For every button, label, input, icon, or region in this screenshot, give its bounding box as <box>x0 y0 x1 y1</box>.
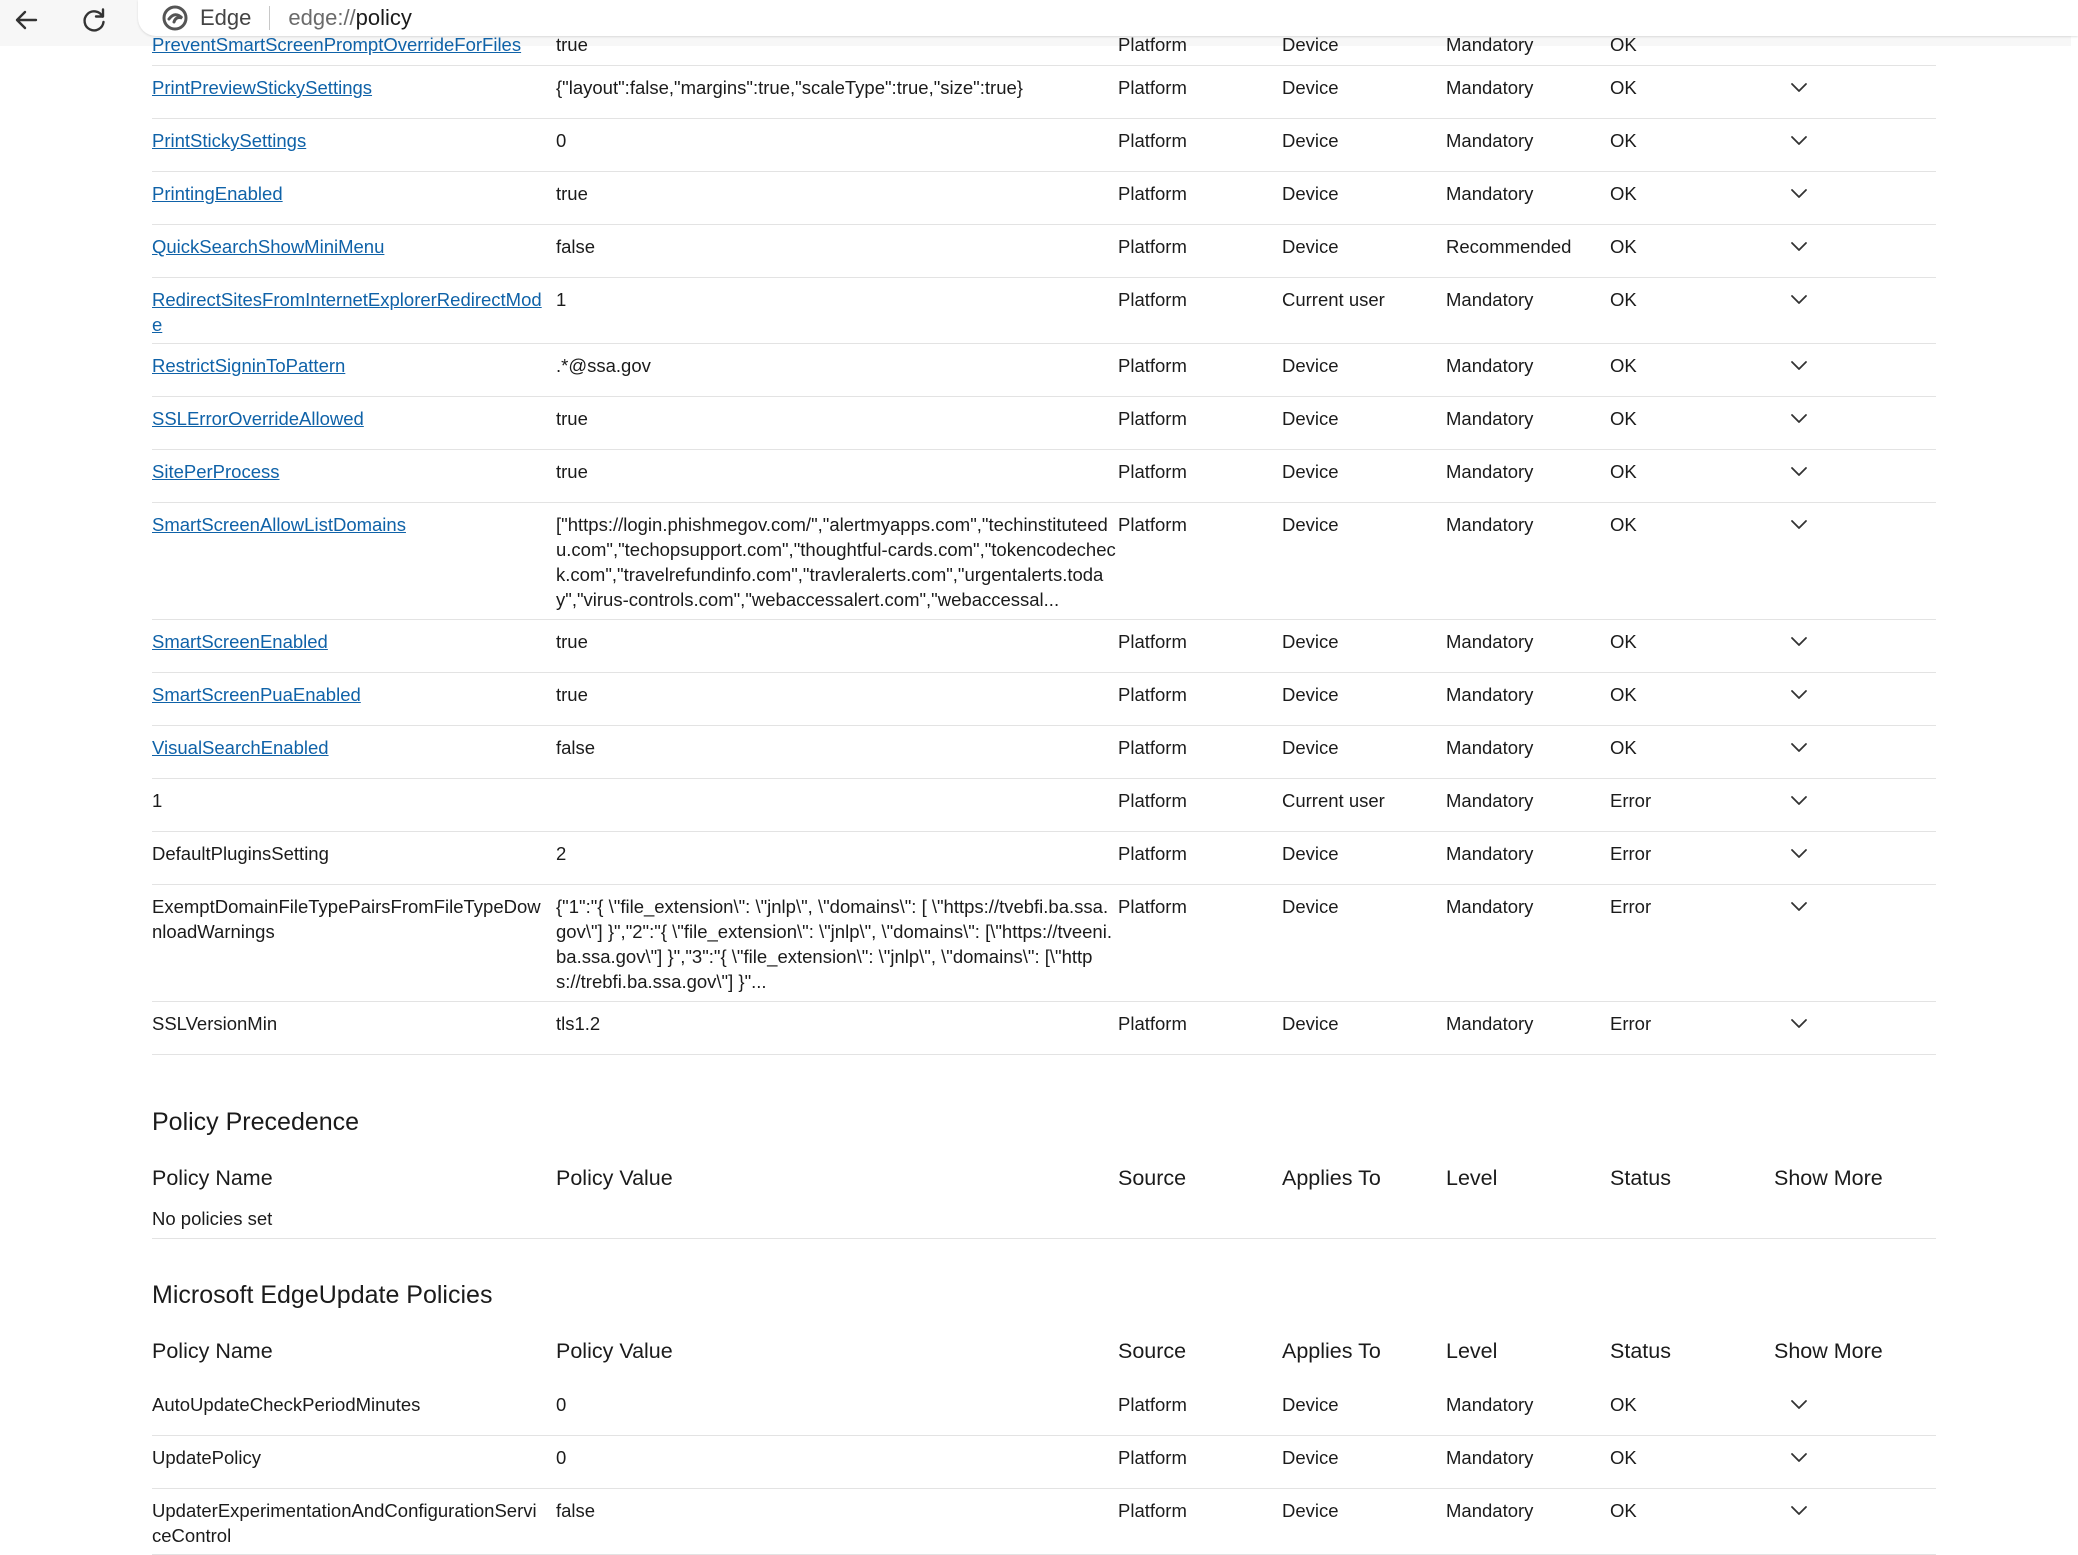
policy-name-cell <box>152 1498 544 1548</box>
policy-source: Platform <box>1118 130 1187 151</box>
policy-name-cell <box>152 512 544 537</box>
column-header: Status <box>1610 1339 1671 1363</box>
policy-name-cell <box>152 841 544 866</box>
show-more-button[interactable] <box>1784 232 1816 260</box>
policy-status: OK <box>1610 77 1637 98</box>
policy-name-link[interactable]: SmartScreenPuaEnabled <box>152 684 361 705</box>
policy-applies-to: Device <box>1282 355 1339 376</box>
column-header: Status <box>1610 1166 1671 1190</box>
policy-row <box>152 171 1936 225</box>
policy-level: Mandatory <box>1446 461 1534 482</box>
policy-name-cell <box>152 735 544 760</box>
policy-source: Platform <box>1118 183 1187 204</box>
url-scheme: edge:// <box>288 5 356 30</box>
policy-name-cell <box>152 629 544 654</box>
chevron-down-icon <box>1788 1446 1810 1468</box>
policy-row <box>152 884 1936 1002</box>
show-more-button[interactable] <box>1784 892 1816 920</box>
policy-level: Mandatory <box>1446 514 1534 535</box>
policy-value: true <box>556 34 588 55</box>
policy-name-link[interactable]: PreventSmartScreenPromptOverrideForFiles <box>152 34 522 55</box>
policy-source: Platform <box>1118 514 1187 535</box>
policy-status: OK <box>1610 514 1637 535</box>
policy-status: OK <box>1610 461 1637 482</box>
precedence-empty-row <box>152 1204 1936 1239</box>
policy-row <box>152 449 1936 503</box>
chevron-down-icon <box>1788 407 1810 429</box>
policy-status: OK <box>1610 684 1637 705</box>
show-more-button[interactable] <box>1784 510 1816 538</box>
show-more-button[interactable] <box>1784 179 1816 207</box>
chevron-down-icon <box>1788 288 1810 310</box>
policy-row <box>152 1001 1936 1055</box>
chevron-down-icon <box>1788 683 1810 705</box>
policy-row <box>152 831 1936 885</box>
policy-value: 1 <box>556 289 567 310</box>
column-header: Applies To <box>1282 1339 1381 1363</box>
chevron-down-icon <box>1788 895 1810 917</box>
policy-name-cell <box>152 287 544 337</box>
policy-status: OK <box>1610 130 1637 151</box>
column-header: Applies To <box>1282 1166 1381 1190</box>
policy-name-cell <box>152 353 544 378</box>
policy-applies-to: Current user <box>1282 790 1385 811</box>
policy-source: Platform <box>1118 461 1187 482</box>
precedence-empty-text: No policies set <box>152 1208 273 1229</box>
column-header: Source <box>1118 1339 1187 1363</box>
column-header: Policy Value <box>556 1339 673 1363</box>
policy-applies-to: Device <box>1282 236 1339 257</box>
policy-page <box>0 34 2071 1546</box>
show-more-button[interactable] <box>1784 733 1816 761</box>
show-more-button[interactable] <box>1784 839 1816 867</box>
policy-status: OK <box>1610 737 1637 758</box>
column-header: Level <box>1446 1339 1498 1363</box>
policy-name-link[interactable]: VisualSearchEnabled <box>152 737 329 758</box>
policy-status: Error <box>1610 896 1652 917</box>
policy-level: Recommended <box>1446 236 1572 257</box>
policy-name-cell <box>152 234 544 259</box>
policy-level: Mandatory <box>1446 737 1534 758</box>
policy-level: Mandatory <box>1446 1500 1534 1521</box>
policy-source: Platform <box>1118 843 1187 864</box>
policy-applies-to: Device <box>1282 1013 1339 1034</box>
policy-name: AutoUpdateCheckPeriodMinutes <box>152 1394 421 1415</box>
policy-level: Mandatory <box>1446 896 1534 917</box>
policy-source: Platform <box>1118 1447 1187 1468</box>
policy-name-link[interactable]: RedirectSitesFromInternetExplorerRedirectMode <box>152 289 542 335</box>
chevron-down-icon <box>1788 460 1810 482</box>
policy-row <box>152 277 1936 344</box>
policy-level: Mandatory <box>1446 408 1534 429</box>
site-identity: Edge <box>200 5 252 30</box>
policy-row <box>152 619 1936 673</box>
policy-name-link[interactable]: PrintPreviewStickySettings <box>152 77 373 98</box>
policy-applies-to: Device <box>1282 514 1339 535</box>
policy-name: UpdaterExperimentationAndConfigurationServiceControl <box>152 1500 537 1546</box>
policy-level: Mandatory <box>1446 183 1534 204</box>
policy-row <box>152 118 1936 172</box>
chevron-down-icon <box>1788 235 1810 257</box>
policy-row <box>152 396 1936 450</box>
show-more-button[interactable] <box>1784 1496 1816 1524</box>
policy-applies-to: Device <box>1282 1394 1339 1415</box>
policy-name: UpdatePolicy <box>152 1447 262 1468</box>
show-more-button[interactable] <box>1784 126 1816 154</box>
show-more-button[interactable] <box>1784 1390 1816 1418</box>
policy-name-cell <box>152 682 544 707</box>
policy-name-link[interactable]: QuickSearchShowMiniMenu <box>152 236 385 257</box>
policy-level: Mandatory <box>1446 1394 1534 1415</box>
chevron-down-icon <box>1788 842 1810 864</box>
policy-value: {"layout":false,"margins":true,"scaleType":true,"size":true} <box>556 77 1023 98</box>
policy-status: OK <box>1610 631 1637 652</box>
policy-source: Platform <box>1118 408 1187 429</box>
policy-value: false <box>556 1500 596 1521</box>
policy-value: 0 <box>556 1394 567 1415</box>
show-more-button[interactable] <box>1784 786 1816 814</box>
precedence-table-header <box>152 1166 1936 1198</box>
policy-applies-to: Device <box>1282 1447 1339 1468</box>
policy-row <box>152 1435 1936 1489</box>
chevron-down-icon <box>1788 354 1810 376</box>
policy-applies-to: Current user <box>1282 289 1385 310</box>
policy-row <box>152 1382 1936 1436</box>
policy-applies-to: Device <box>1282 737 1339 758</box>
policy-value: true <box>556 684 588 705</box>
url-path: policy <box>355 5 412 30</box>
chevron-down-icon <box>1788 182 1810 204</box>
policy-source: Platform <box>1118 289 1187 310</box>
show-more-button[interactable] <box>1784 457 1816 485</box>
chevron-down-icon <box>1788 789 1810 811</box>
policy-level: Mandatory <box>1446 843 1534 864</box>
policy-value: false <box>556 737 596 758</box>
policy-name-cell <box>152 128 544 153</box>
column-header: Source <box>1118 1166 1187 1190</box>
policy-applies-to: Device <box>1282 1500 1339 1521</box>
policy-value: {"1":"{ \"file_extension\": \"jnlp\", \"domains\": [ \"https://tvebfi.ba.ssa.gov\"] }","2":"{ \"file_extension\": \"jnlp\", \"domains\": [\"https://tveeni.ba.ssa.gov\"] }","3":"{ \"file_extension\": \"jnlp\", \"domains\": [\"https://trebfi.ba.ssa.gov\"] }"... <box>556 896 1112 992</box>
policy-applies-to: Device <box>1282 631 1339 652</box>
policy-source: Platform <box>1118 1394 1187 1415</box>
policy-status: OK <box>1610 1394 1637 1415</box>
chevron-down-icon <box>1788 630 1810 652</box>
policy-level: Mandatory <box>1446 790 1534 811</box>
policy-source: Platform <box>1118 631 1187 652</box>
policy-row-partial <box>152 0 1936 66</box>
policy-value: 0 <box>556 1447 567 1468</box>
policy-status: OK <box>1610 289 1637 310</box>
policy-value: true <box>556 408 588 429</box>
policy-name-link[interactable]: SSLErrorOverrideAllowed <box>152 408 364 429</box>
show-more-button[interactable] <box>1784 285 1816 313</box>
precedence-section-title: Policy Precedence <box>152 1108 360 1136</box>
chevron-down-icon <box>1788 513 1810 535</box>
policy-name-cell <box>152 894 544 944</box>
policy-status: OK <box>1610 408 1637 429</box>
policy-row <box>152 65 1936 119</box>
policy-applies-to: Device <box>1282 183 1339 204</box>
policy-status: Error <box>1610 1013 1652 1034</box>
policy-source: Platform <box>1118 236 1187 257</box>
policy-value: .*@ssa.gov <box>556 355 651 376</box>
policy-row <box>152 672 1936 726</box>
column-header: Policy Name <box>152 1166 273 1190</box>
policy-row <box>152 343 1936 397</box>
policy-name-cell <box>152 32 544 57</box>
column-header: Show More <box>1774 1166 1883 1190</box>
policy-name-link[interactable]: SmartScreenEnabled <box>152 631 328 652</box>
policy-applies-to: Device <box>1282 34 1339 55</box>
policy-source: Platform <box>1118 684 1187 705</box>
policy-applies-to: Device <box>1282 843 1339 864</box>
policy-name-link[interactable]: PrintingEnabled <box>152 183 283 204</box>
show-more-button[interactable] <box>1784 627 1816 655</box>
chevron-down-icon <box>1788 1012 1810 1034</box>
policy-row <box>152 725 1936 779</box>
policy-applies-to: Device <box>1282 461 1339 482</box>
policy-name-cell <box>152 181 544 206</box>
policy-name-cell <box>152 75 544 100</box>
policy-value: true <box>556 631 588 652</box>
policy-applies-to: Device <box>1282 77 1339 98</box>
show-more-button[interactable] <box>1784 73 1816 101</box>
chevron-down-icon <box>1788 1393 1810 1415</box>
chevron-down-icon <box>1788 129 1810 151</box>
policy-status: OK <box>1610 1500 1637 1521</box>
chevron-down-icon <box>1788 736 1810 758</box>
chevron-down-icon <box>1788 76 1810 98</box>
column-header: Show More <box>1774 1339 1883 1363</box>
policy-value: false <box>556 236 596 257</box>
policy-row <box>152 502 1936 620</box>
policy-source: Platform <box>1118 355 1187 376</box>
policy-name-cell <box>152 406 544 431</box>
policy-level: Mandatory <box>1446 77 1534 98</box>
policy-name-cell <box>152 459 544 484</box>
policy-level: Mandatory <box>1446 289 1534 310</box>
policy-name: DefaultPluginsSetting <box>152 843 329 864</box>
policy-value: tls1.2 <box>556 1013 601 1034</box>
policy-level: Mandatory <box>1446 355 1534 376</box>
policy-row <box>152 778 1936 832</box>
show-more-button[interactable] <box>1784 1009 1816 1037</box>
column-header: Policy Name <box>152 1339 273 1363</box>
policy-source: Platform <box>1118 1500 1187 1521</box>
policy-row <box>152 224 1936 278</box>
show-more-button[interactable] <box>1784 1443 1816 1471</box>
policy-status: OK <box>1610 355 1637 376</box>
policy-source: Platform <box>1118 896 1187 917</box>
policy-value: true <box>556 461 588 482</box>
policy-source: Platform <box>1118 790 1187 811</box>
policy-applies-to: Device <box>1282 408 1339 429</box>
policy-name-cell <box>152 788 544 813</box>
policy-name-cell <box>152 1392 544 1417</box>
policy-name: ExemptDomainFileTypePairsFromFileTypeDownloadWarnings <box>152 896 541 942</box>
policy-applies-to: Device <box>1282 896 1339 917</box>
policy-source: Platform <box>1118 77 1187 98</box>
back-arrow-icon <box>10 4 42 36</box>
policy-name: 1 <box>152 790 163 811</box>
policy-level: Mandatory <box>1446 130 1534 151</box>
column-header: Policy Value <box>556 1166 673 1190</box>
policy-applies-to: Device <box>1282 130 1339 151</box>
policy-status: Error <box>1610 790 1652 811</box>
policy-name-link[interactable]: SmartScreenAllowListDomains <box>152 514 406 535</box>
policy-status: OK <box>1610 183 1637 204</box>
show-more-button[interactable] <box>1784 680 1816 708</box>
policy-name-cell <box>152 1011 544 1036</box>
refresh-button[interactable] <box>72 0 116 40</box>
show-more-button[interactable] <box>1784 404 1816 432</box>
edgeupdate-table-header <box>152 1339 1936 1371</box>
policy-level: Mandatory <box>1446 1013 1534 1034</box>
policy-status: Error <box>1610 843 1652 864</box>
show-more-button[interactable] <box>1784 351 1816 379</box>
chevron-down-icon <box>1788 1499 1810 1521</box>
policy-level: Mandatory <box>1446 631 1534 652</box>
back-button[interactable] <box>4 0 48 40</box>
policy-name-link[interactable]: SitePerProcess <box>152 461 280 482</box>
policy-status: OK <box>1610 34 1637 55</box>
policy-name-cell <box>152 1445 544 1470</box>
refresh-icon <box>78 4 110 36</box>
policy-row <box>152 1488 1936 1555</box>
policy-status: OK <box>1610 236 1637 257</box>
policy-value: ["https://login.phishmegov.com/","alertmyapps.com","techinstituteedu.com","techopsupport.com","thoughtful-cards.com","tokencodecheck.com","travelrefundinfo.com","travleralerts.com","urgentalerts.today","virus-controls.com","webaccessalert.com","webaccessal... <box>556 514 1116 610</box>
policy-value: true <box>556 183 588 204</box>
policy-name: SSLVersionMin <box>152 1013 278 1034</box>
policy-level: Mandatory <box>1446 34 1534 55</box>
policy-value: 0 <box>556 130 567 151</box>
edgeupdate-section-title: Microsoft EdgeUpdate Policies <box>152 1281 493 1309</box>
column-header: Level <box>1446 1166 1498 1190</box>
policy-applies-to: Device <box>1282 684 1339 705</box>
policy-level: Mandatory <box>1446 1447 1534 1468</box>
policy-value: 2 <box>556 843 567 864</box>
policy-name-link[interactable]: PrintStickySettings <box>152 130 307 151</box>
policy-source: Platform <box>1118 1013 1187 1034</box>
policy-source: Platform <box>1118 34 1187 55</box>
policy-source: Platform <box>1118 737 1187 758</box>
policy-status: OK <box>1610 1447 1637 1468</box>
policy-level: Mandatory <box>1446 684 1534 705</box>
policy-name-link[interactable]: RestrictSigninToPattern <box>152 355 346 376</box>
